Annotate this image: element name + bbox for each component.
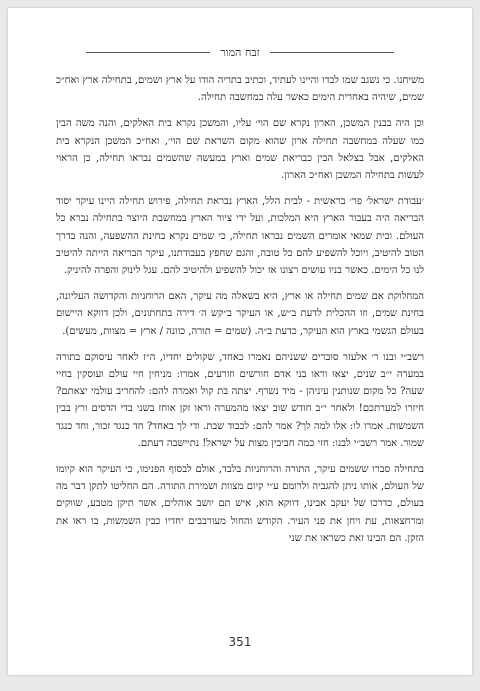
- header-title: זבח המור: [220, 46, 260, 59]
- body-text: [56, 72, 424, 547]
- paragraph: בתחילה סברו ששמים עיקר, התורה והרוחניות בלבד, אולם לבסוף הפנימו, כי העיקר הוא קיומו של העולם, אותו ניתן להגביה ולרומם ע״י קיום מצוות ושמירת התורה. הם החליטו לתקן דבר מה בעולם, כדרכו של יעקב אבינו, דווקא הוא, איש תם יושב אוהלים, אשר תיקן מטבע, שווקים ומרחצאות, עת ויחן את פני העיר. הקודש והחול מעורבבים יחדיו כבין השמשות, בו ראו את הזקן. הם הבינו זאת כשראו את שני: [56, 464, 424, 544]
- document-page: [8, 8, 472, 675]
- paragraph: המחלוקת אם שמים תחילה או ארץ, היא בשאלה מה עיקר, האם הרוחניות והקדושה העליונה, בחינת שמים, וזו ההכלית לדעת ב״ש, או העיקר ב״קש ה׳ דירה בתחתונים, ולכן דווקא היישום בעולם הגשמי בארץ הוא העיקר, כדעת ב״ה. (שמים = תורה, כוונה / ארץ = מצוות, מעשים).: [56, 291, 424, 337]
- paragraph: משיחנו. כי נשגב שמו לבדו והיינו לעתיד, וכתיב בתריה הודו על ארץ ושמים, בתחילה ארץ ואח״כ שמים, שיהיה באחרית הימים כאשר עלה במחשבה תחילה.: [56, 75, 424, 104]
- paragraph: רשב״י ובנו ר׳ אלעזר סוברים ששניהם נאמרו כאחד, שקולים יחדיו, ה״ז לאחר עיסוקם בתורה במערה י״ב שנים, יצאו וראו בני אדם חורשים וזורעים, אמרו: מניחין חיי עולם ועוסקין בחיי שעה? כל מקום שנותנין עיניהן - מיד נשרף. יצתה בת קול ואמרה להם: להחריב עולמי יצאתם? חיזרו למערתכם! ולאחר י״ב חודש שוב יצאו מהמערה וראו זקן אוחז בשני בדי הדסים ורץ בבין השמשות. אמרו לו: אלו למה לך? אמר להם: לכבוד שבת. ודי לך באחד? חד כנגד זכור, וחד כנגד שמור. אמר רשב״י לבנו: חזי כמה חביבין מצות על ישראל! נתיישבה דעתם.: [56, 351, 424, 449]
- header-rule-right: [270, 52, 394, 53]
- page-number: 351: [228, 635, 252, 649]
- running-header: [86, 46, 394, 59]
- header-rule-left: [86, 52, 210, 53]
- paragraph: ׳עבודת ישראל׳ פר׳ בראשית - לבית הלל, הארץ נבראת תחילה, פירוש תחילה היינו עיקר יסוד הבריאה היה בעבור הארץ היא המלכות, ועל ידי ציור הארץ במחשבת היוצר בתחילה נברא כל העולם. ובית שמאי אומרים השמים נבראו תחילה, כי שמים נקרא בחינת ההשפעה, והנה בדרך הטוב להיטיב, ויוכל להשפיע להם כל טובה, והגם שחפץ בעבודתנו, עיקר הבריאה הייתה להיטיב לנו כל הימים. כאשר בניו עושים רצונו אז יכול להשפיע ולהיטיב להם. עגל לינוק והפרה להיניק.: [56, 196, 424, 277]
- paragraph: וכן היה בבנין המשכן, הארון נקרא שם הוי׳ עליו, והמשכן נקרא בית האלקים, והנה משה הבין כמו שעלה במחשבה תחילה ארון שהוא מקום השראת שם הוי׳, ואח״כ המשכן הנקרא בית האלקים, אבל בצלאל הבין כבריאת שמים וארץ במעשה שהשמים נבראו תחילה, כן הראוי לעשות בתחילה המשכן ואח״כ הארון.: [56, 118, 424, 182]
